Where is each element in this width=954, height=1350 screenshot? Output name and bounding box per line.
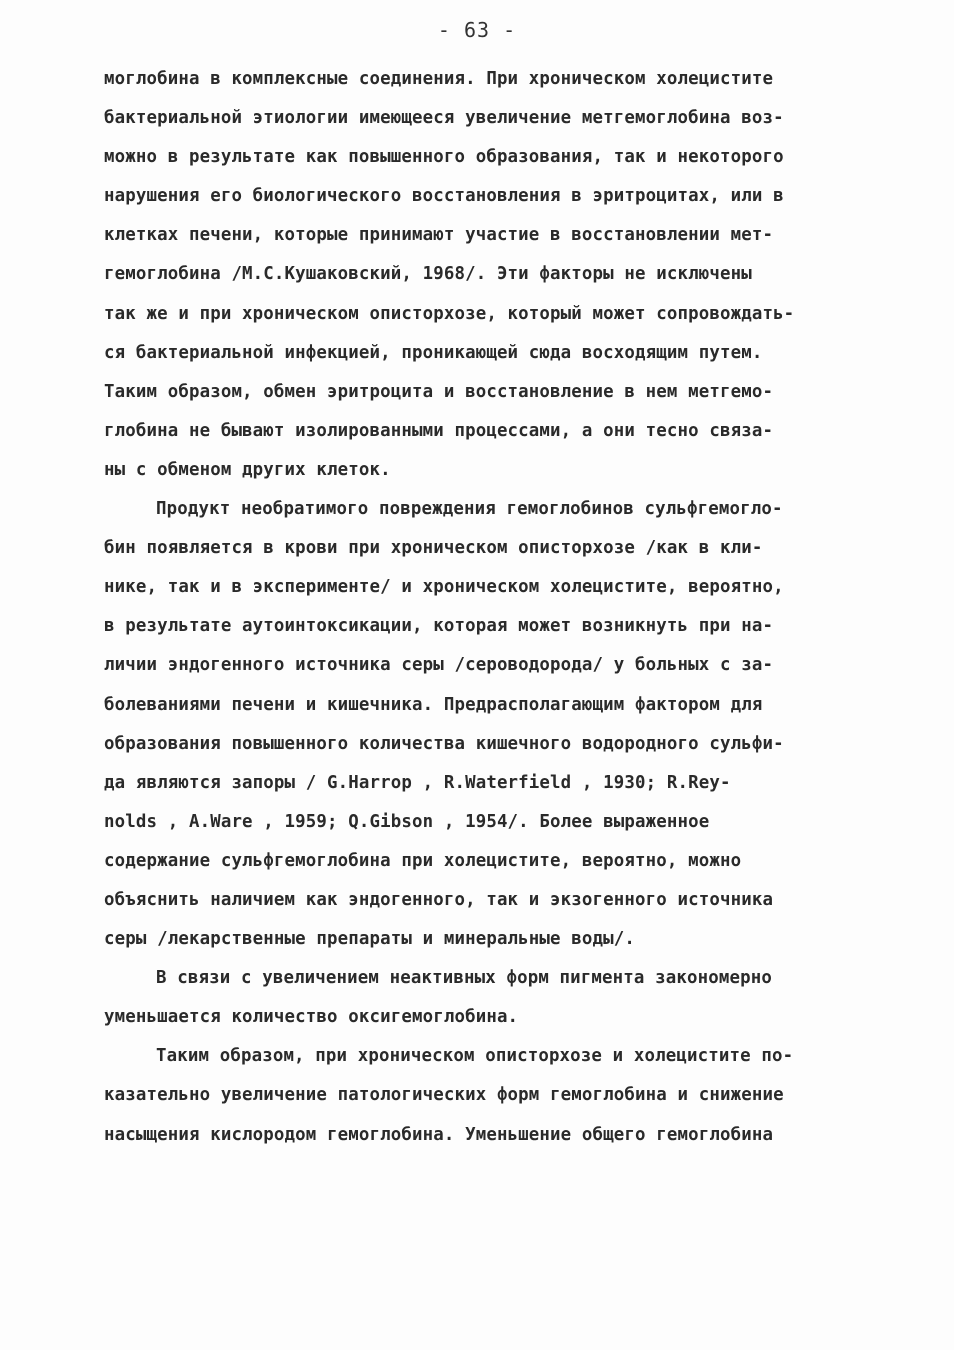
body-text [104,60,884,1155]
text-line: ся бактериальной инфекцией, проникающей сюда восходящим путем. [104,342,763,363]
text-line: содержание сульфгемоглобина при холецистите, вероятно, можно [104,850,742,871]
paragraph [104,959,884,1037]
text-line: клетках печени, которые принимают участие в восстановлении мет- [104,225,774,246]
text-line: уменьшается количество оксигемоглобина. [104,1007,519,1028]
text-line: насыщения кислородом гемоглобина. Уменьшение общего гемоглобина [104,1124,774,1145]
text-line: гемоглобина /М.С.Кушаковский, 1968/. Эти факторы не исключены [104,264,752,285]
text-line: Таким образом, при хроническом описторхозе и холецистите по- [156,1046,794,1067]
page-number: - 63 - [437,18,517,42]
text-line: так же и при хроническом описторхозе, который может сопровождать- [104,303,795,324]
text-line: можно в результате как повышенного образования, так и некоторого [104,147,784,168]
text-line: казательно увеличение патологических форм гемоглобина и снижение [104,1085,784,1106]
paragraph [104,60,884,490]
text-line: болеваниями печени и кишечника. Предрасполагающим фактором для [104,694,763,715]
text-line: личии эндогенного источника серы /сероводорода/ у больных с за- [104,655,774,676]
text-line: В связи с увеличением неактивных форм пигмента закономерно [156,968,772,989]
text-line: Таким образом, обмен эритроцита и восстановление в нем метгемо- [104,381,774,402]
text-line: объяснить наличием как эндогенного, так и экзогенного источника [104,889,774,910]
text-line: в результате аутоинтоксикации, которая может возникнуть при на- [104,616,774,637]
text-line: глобина не бывают изолированными процессами, а они тесно связа- [104,420,774,441]
text-line: моглобина в комплексные соединения. При хроническом холецистите [104,69,774,89]
text-line: нике, так и в эксперименте/ и хроническом холецистите, вероятно, [104,577,784,598]
text-line: ны с обменом других клеток. [104,459,391,480]
text-line: бактериальной этиологии имеющееся увеличение метгемоглобина воз- [104,108,784,129]
text-line: бин появляется в крови при хроническом описторхозе /как в кли- [104,538,763,559]
text-line: нарушения его биологического восстановления в эритроцитах, или в [104,186,784,207]
text-line: Продукт необратимого повреждения гемоглобинов сульфгемогло- [156,499,783,520]
text-line: nolds , A.Ware , 1959; Q.Gibson , 1954/. Более выраженное [104,811,710,832]
text-line: образования повышенного количества кишечного водородного сульфи- [104,733,784,754]
text-line: серы /лекарственные препараты и минеральные воды/. [104,929,636,950]
text-line: да являются запоры / G.Harrop , R.Waterfield , 1930; R.Rey- [104,772,731,793]
paragraph [104,490,884,959]
paragraph [104,1037,884,1154]
